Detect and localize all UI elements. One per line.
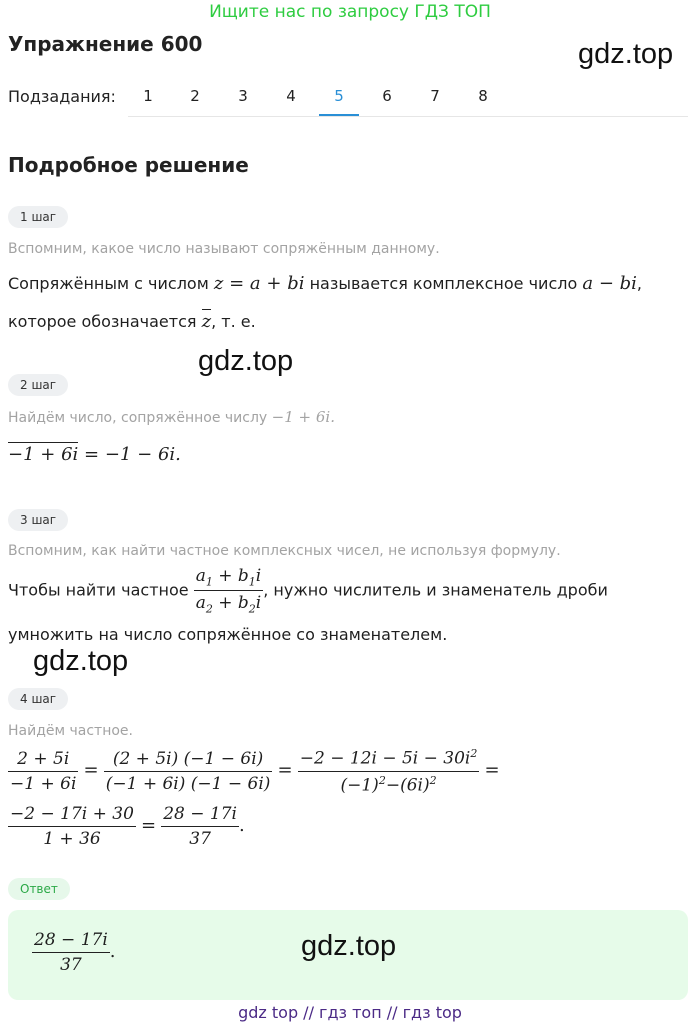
step-3-badge: 3 шаг <box>8 509 68 531</box>
watermark: gdz.top <box>578 38 674 70</box>
step-1-text-b: называется комплексное число <box>309 274 578 293</box>
tab-3[interactable]: 3 <box>238 87 248 105</box>
formula-zbar: z <box>201 311 212 332</box>
formula-z: z = a + bi <box>213 273 305 294</box>
step-1-text-a: Сопряжённым с числом <box>8 274 209 293</box>
step-1-badge: 1 шаг <box>8 206 68 228</box>
step-1-line-2 <box>8 311 256 332</box>
formula-quotient: $\frac{a_1 + b_1i}{a_2 + b_2i}$ <box>195 566 262 616</box>
step-4-hint: Найдём частное. <box>8 723 133 739</box>
step-1-text-d: , т. е. <box>211 312 256 331</box>
tab-2[interactable]: 2 <box>190 87 200 105</box>
watermark: gdz.top <box>33 645 129 677</box>
watermark: gdz.top <box>301 930 397 962</box>
tab-5[interactable]: 5 <box>319 87 359 105</box>
promo-banner[interactable]: Ищите нас по запросу ГДЗ ТОП <box>209 2 491 22</box>
step-1-line-1: Сопряжённым с числом z = a + bi называется комплексное число a − bi, <box>8 273 643 294</box>
step-1-hint: Вспомним, какое число называют сопряжённым данному. <box>8 241 440 257</box>
step-1-text-c: которое обозначается <box>8 312 197 331</box>
tab-4[interactable]: 4 <box>286 87 296 105</box>
tab-8[interactable]: 8 <box>478 87 488 105</box>
footer-links[interactable]: gdz top // гдз топ // гдз top <box>238 1003 462 1022</box>
section-title: Подробное решение <box>8 153 249 177</box>
tab-7[interactable]: 7 <box>430 87 440 105</box>
page-title: Упражнение 600 <box>8 32 203 56</box>
step-3-hint: Вспомним, как найти частное комплексных чисел, не используя формулу. <box>8 543 561 559</box>
formula-step-4-line-1: $\frac{2 + 5i}{-1 + 6i}$ = $\frac{(2 + 5i) (-1 - 6i)}{(-1 + 6i) (-1 - 6i)}$ = $\frac{-2 - 12i - 5i - 30i^2}{(-1)^2-(6i)^2}$ = <box>10 747 500 796</box>
answer-formula: $\frac{28 - 17i}{37}$ . <box>34 930 116 975</box>
answer-badge: Ответ <box>8 878 70 900</box>
formula-step-2: −1 + 6i = −1 − 6i. <box>8 444 181 465</box>
formula-conjugate: a − bi <box>582 273 637 294</box>
tab-6[interactable]: 6 <box>382 87 392 105</box>
step-3-line-2: умножить на число сопряжённое со знаменателем. <box>8 625 448 644</box>
step-3-text-b: , нужно числитель и знаменатель дроби <box>263 580 608 600</box>
step-2-badge: 2 шаг <box>8 374 68 396</box>
answer-box <box>8 910 688 1000</box>
step-3-line-1 <box>8 566 608 616</box>
subtask-tabs <box>128 84 688 117</box>
formula-hint-number: −1 + 6i. <box>271 408 335 426</box>
subtasks-label: Подзадания: <box>8 87 116 106</box>
step-2-hint <box>8 408 335 426</box>
tab-1[interactable]: 1 <box>143 87 153 105</box>
watermark: gdz.top <box>198 345 294 377</box>
step-3-text-a: Чтобы найти частное <box>8 580 189 600</box>
step-2-hint-text: Найдём число, сопряжённое числу <box>8 410 268 426</box>
formula-step-4-line-2: $\frac{-2 - 17i + 30}{1 + 36}$ = $\frac{28 - 17i}{37}$ . <box>10 804 245 849</box>
step-4-badge: 4 шаг <box>8 688 68 710</box>
